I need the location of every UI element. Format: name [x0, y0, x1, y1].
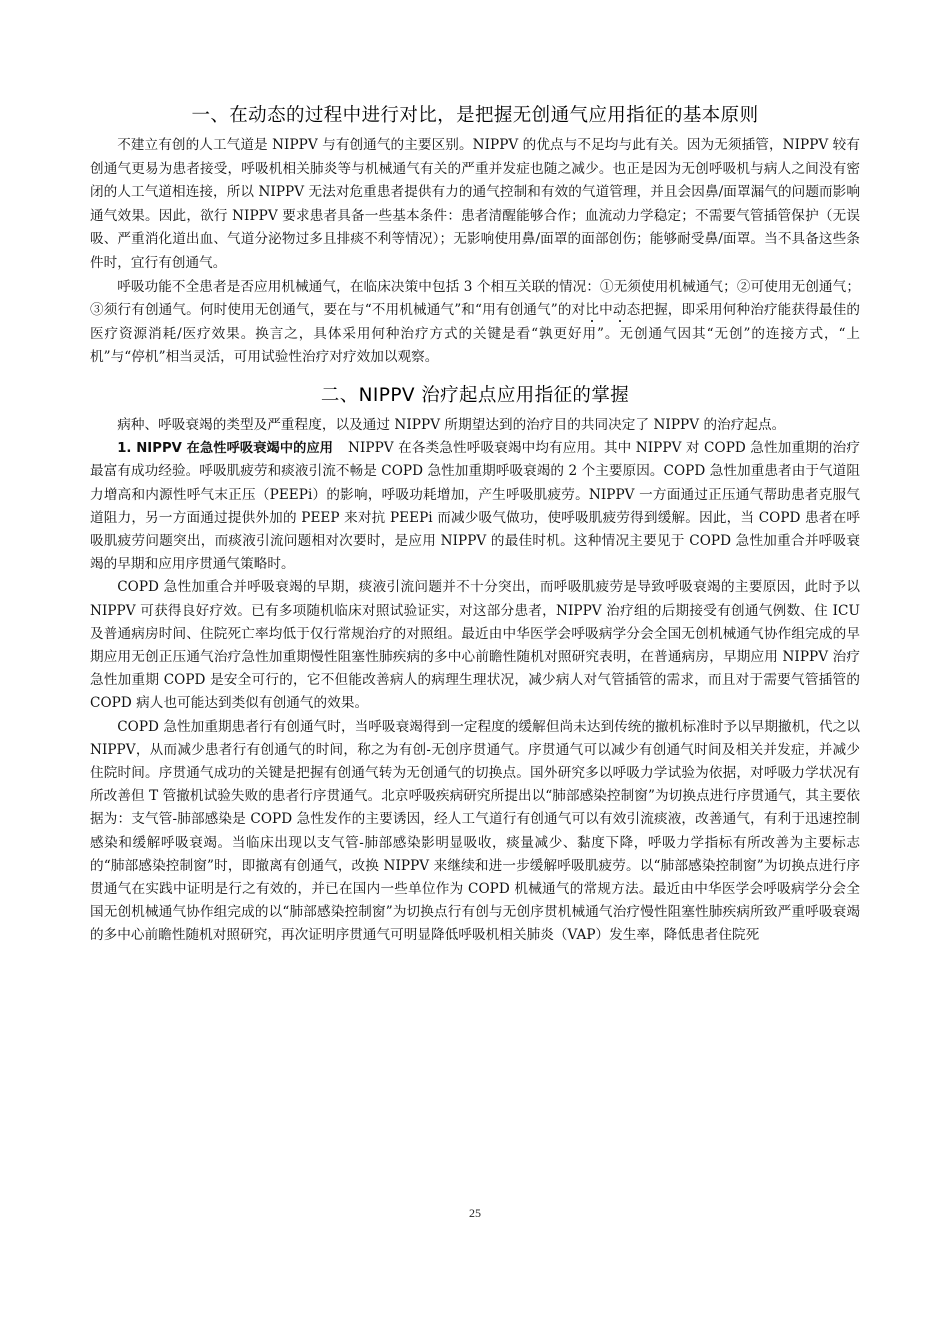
section-1-heading: 一、在动态的过程中进行对比，是把握无创通气应用指征的基本原则	[191, 105, 759, 126]
paragraph-2-text-b: 中	[599, 302, 613, 319]
section-1-paragraph-2	[90, 276, 860, 370]
section-2-paragraph-4: COPD 急性加重期患者行有创通气时，当呼吸衰竭得到一定程度的缓解但尚未达到传统的撤机标准时予以早期撤机，代之以 NIPPV，从而减少患者行有创通气的时间，称之为有创-无创序贯通气。序贯通气可以减少有创通气时间及相关并发症，并减少住院时间。序贯通气成功的关键是把握有创通气转为无创通气的切换点。国外研究多以呼吸力学试验为依据，对呼吸力学状况有所改善但 T 管撤机试验失败的患者行序贯通气。北京呼吸疾病研究所提出以“肺部感染控制窗”为切换点进行序贯通气，其主要依据为：支气管-肺部感染是 COPD 急性发作的主要诱因，经人工气道行有创通气可以有效引流痰液，改善通气，有利于迅速控制感染和缓解呼吸衰竭。当临床出现以支气管-肺部感染影明显吸收，痰量减少、黏度下降，呼吸力学指标有所改善为主要标志的“肺部感染控制窗”时，即撤离有创通气，改换 NIPPV 来继续和进一步缓解呼吸肌疲劳。以“肺部感染控制窗”为切换点进行序贯通气在实践中证明是行之有效的，并已在国内一些单位作为 COPD 机械通气的常规方法。最近由中华医学会呼吸病学分会全国无创机械通气协作组完成的以“肺部感染控制窗”为切换点行有创与无创序贯机械通气治疗慢性阻塞性肺疾病所致严重呼吸衰竭的多中心前瞻性随机对照研究，再次证明序贯通气可明显降低呼吸机相关肺炎（VAP）发生率，降低患者住院死	[90, 718, 860, 944]
page-number: 25	[469, 1206, 481, 1220]
section-2-subsection-1	[90, 437, 860, 576]
document-page	[90, 92, 860, 948]
paragraph-2-text-c: 态把握，即采用何种治疗能获得最佳的医疗资源消耗/医疗效果。换言之，具体采用何种治疗方式的关键是看“孰更好用”。无创通气因其“无创”的连接方式，“上机”与“停机”相当灵活，可用试验性治疗对疗效加以观察。	[90, 302, 860, 366]
paragraph-2-text-a: 呼吸功能不全患者是否应用机械通气，在临床决策中包括 3 个相互关联的情况：①无须使用机械通气；②可使用无创通气；③须行有创通气。何时使用无创通气，要在与“不用机械通气”和“用有创通气”的对	[90, 278, 860, 319]
subsection-1-title: 1. NIPPV 在急性呼吸衰竭中的应用	[117, 441, 334, 457]
section-2-heading: 二、NIPPV 治疗起点应用指征的掌握	[320, 384, 630, 406]
section-1-paragraph-1: 不建立有创的人工气道是 NIPPV 与有创通气的主要区别。NIPPV 的优点与不足均与此有关。因为无须插管，NIPPV 较有创通气更易为患者接受，呼吸机相关肺炎等与机械通气有关的严重并发症也随之减少。也正是因为无创呼吸机与病人之间没有密闭的人工气道相连接，所以 NIPPV 无法对危重患者提供有力的通气控制和有效的气道管理，并且会因鼻/面罩漏气的问题而影响通气效果。因此，欲行 NIPPV 要求患者具备一些基本条件：患者清醒能够合作；血流动力学稳定；不需要气管插管保护（无误吸、严重消化道出血、气道分泌物过多且排痰不利等情况）；无影响使用鼻/面罩的面部创伤；能够耐受鼻/面罩。当不具备这些条件时，宜行有创通气。	[90, 137, 860, 271]
section-2-paragraph-1: 病种、呼吸衰竭的类型及严重程度，以及通过 NIPPV 所期望达到的治疗目的共同决定了 NIPPV 的治疗起点。	[117, 416, 786, 433]
emphasis-char-1: 比	[585, 302, 600, 319]
section-2-paragraph-3: COPD 急性加重合并呼吸衰竭的早期，痰液引流问题并不十分突出，而呼吸肌疲劳是导致呼吸衰竭的主要原因，此时予以 NIPPV 可获得良好疗效。已有多项随机临床对照试验证实，对这部分患者，NIPPV 治疗组的后期接受有创通气例数、住 ICU 及普通病房时间、住院死亡率均低于仅行常规治疗的对照组。最近由中华医学会呼吸病学分会全国无创机械通气协作组完成的早期应用无创正压通气治疗急性加重期慢性阻塞性肺疾病的多中心前瞻性随机对照研究表明，在普通病房，早期应用 NIPPV 治疗急性加重期 COPD 是安全可行的，它不但能改善病人的病理生理状况，减少病人对气管插管的需求，而且对于需要气管插管的 COPD 病人也可能达到类似有创通气的效果。	[90, 579, 860, 712]
subsection-1-text: NIPPV 在各类急性呼吸衰竭中均有应用。其中 NIPPV 对 COPD 急性加重期的治疗最富有成功经验。呼吸肌疲劳和痰液引流不畅是 COPD 急性加重期呼吸衰竭的 2 个主要原因。COPD 急性加重患者由于气道阻力增高和内源性呼气末正压（PEEPi）的影响，呼吸功耗增加，产生呼吸肌疲劳。NIPPV 一方面通过正压通气帮助患者克服气道阻力，另一方面通过提供外加的 PEEP 来对抗 PEEPi 而减少吸气做功，使呼吸肌疲劳得到缓解。因此，当 COPD 患者在呼吸肌疲劳问题突出，而痰液引流问题相对次要时，是应用 NIPPV 的最佳时机。这种情况主要见于 COPD 急性加重合并呼吸衰竭的早期和应用序贯通气策略时。	[90, 440, 860, 573]
emphasis-char-2: 动	[612, 302, 627, 319]
